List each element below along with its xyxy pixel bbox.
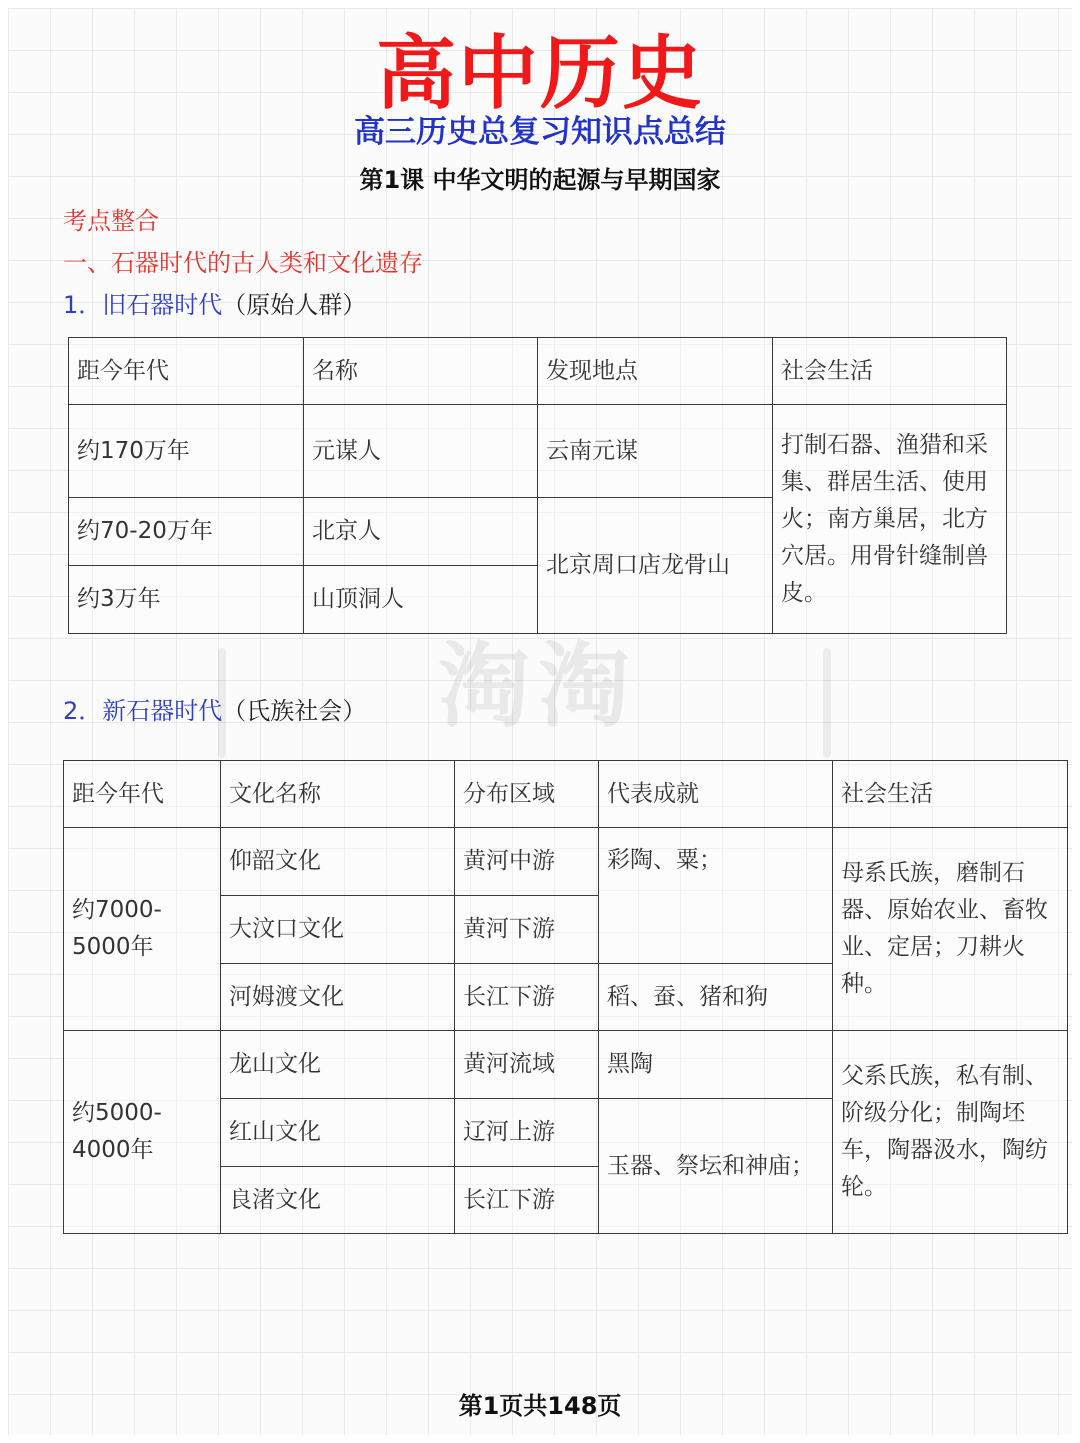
achievement-cell: 玉器、祭坛和神庙； [599, 1099, 833, 1234]
culture-cell: 龙山文化 [221, 1031, 455, 1099]
paleolithic-table [68, 337, 1007, 634]
subsection-heading-1 [63, 288, 366, 322]
social-life-cell: 母系氏族，磨制石器、原始农业、畜牧业、定居；刀耕火种。 [833, 828, 1068, 1031]
table-row [64, 1031, 1068, 1099]
header-cell: 社会生活 [833, 761, 1068, 828]
header-cell: 分布区域 [455, 761, 599, 828]
region-cell: 黄河下游 [455, 896, 599, 964]
table-row [69, 405, 1007, 498]
social-life-cell: 父系氏族，私有制、阶级分化；制陶坯车，陶器汲水，陶纺轮。 [833, 1031, 1068, 1234]
table-header-row [64, 761, 1068, 828]
section-label-kaodian: 考点整合 [63, 207, 159, 235]
culture-cell: 良渚文化 [221, 1167, 455, 1234]
table-header-row [69, 338, 1007, 405]
social-life-cell: 打制石器、渔猎和采集、群居生活、使用火；南方巢居，北方穴居。用骨针缝制兽皮。 [773, 405, 1007, 634]
header-cell: 发现地点 [538, 338, 773, 405]
era-cell: 约70-20万年 [69, 498, 304, 566]
header-cell: 社会生活 [773, 338, 1007, 405]
culture-cell: 红山文化 [221, 1099, 455, 1167]
table-row [64, 828, 1068, 896]
subsection-1-title: 1．旧石器时代 [63, 291, 223, 319]
subsection-2-title: 2．新石器时代 [63, 697, 223, 725]
era-cell: 约170万年 [69, 405, 304, 498]
era-cell: 约7000-5000年 [64, 828, 221, 1031]
header-cell: 名称 [304, 338, 538, 405]
region-cell: 长江下游 [455, 964, 599, 1031]
subsection-heading-2 [63, 694, 366, 728]
name-cell: 北京人 [304, 498, 538, 566]
watermark-stroke [823, 648, 831, 758]
section-heading-part1: 一、石器时代的古人类和文化遗存 [63, 249, 423, 277]
culture-cell: 河姆渡文化 [221, 964, 455, 1031]
subsection-2-note: （氏族社会） [222, 697, 367, 725]
place-cell: 北京周口店龙骨山 [538, 498, 773, 634]
page-subtitle: 高三历史总复习知识点总结 [354, 114, 726, 150]
page-title: 高中历史 [376, 27, 704, 120]
region-cell: 黄河中游 [455, 828, 599, 896]
header-cell: 文化名称 [221, 761, 455, 828]
achievement-cell: 黑陶 [599, 1031, 833, 1099]
watermark: 淘淘 [438, 633, 639, 740]
subsection-1-note: （原始人群） [222, 291, 367, 319]
achievement-cell: 彩陶、粟； [599, 828, 833, 964]
page-number: 第1页共148页 [458, 1392, 622, 1420]
place-cell: 云南元谋 [538, 405, 773, 498]
header-cell: 距今年代 [69, 338, 304, 405]
header-cell: 距今年代 [64, 761, 221, 828]
region-cell: 黄河流域 [455, 1031, 599, 1099]
culture-cell: 大汶口文化 [221, 896, 455, 964]
document-page [8, 8, 1072, 1435]
era-cell: 约3万年 [69, 566, 304, 634]
era-cell: 约5000-4000年 [64, 1031, 221, 1234]
lesson-heading: 第1课 中华文明的起源与早期国家 [359, 166, 721, 194]
neolithic-table [63, 760, 1068, 1234]
culture-cell: 仰韶文化 [221, 828, 455, 896]
name-cell: 元谋人 [304, 405, 538, 498]
achievement-cell: 稻、蚕、猪和狗 [599, 964, 833, 1031]
region-cell: 辽河上游 [455, 1099, 599, 1167]
header-cell: 代表成就 [599, 761, 833, 828]
name-cell: 山顶洞人 [304, 566, 538, 634]
region-cell: 长江下游 [455, 1167, 599, 1234]
